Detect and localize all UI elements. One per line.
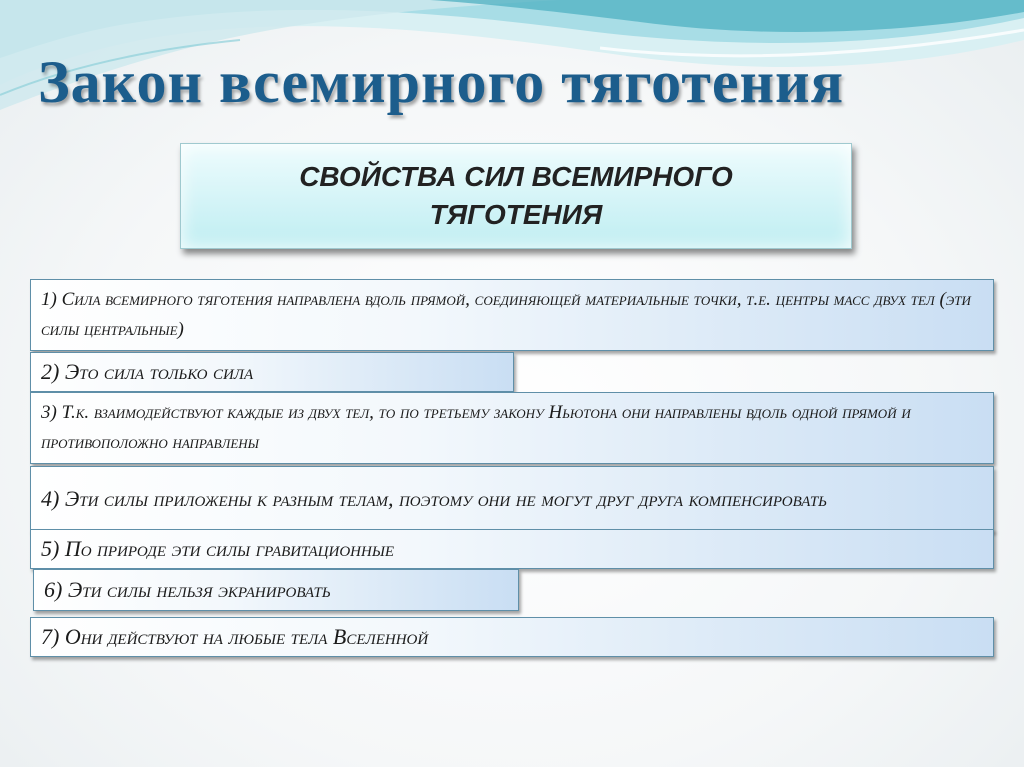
property-item-7 <box>30 617 994 657</box>
property-item-5 <box>30 529 994 569</box>
property-item-text: 2) Это сила только сила <box>41 359 254 384</box>
property-item-text: 7) Они действуют на любые тела Вселенной <box>41 624 429 649</box>
property-item-2 <box>30 352 514 392</box>
page-title: Закон всемирного тяготения <box>38 49 845 115</box>
property-item-text: 5) По природе эти силы гравитационные <box>41 536 395 561</box>
property-item-text: 3) Т.к. взаимодействуют каждые из двух тел, то по третьему закону Ньютона они направлены вдоль одной прямой и противоположно направлены <box>41 402 911 453</box>
property-item-1 <box>30 279 994 351</box>
properties-header-text: СВОЙСТВА СИЛ ВСЕМИРНОГО ТЯГОТЕНИЯ <box>299 161 733 230</box>
property-item-6 <box>33 569 519 611</box>
property-item-3 <box>30 392 994 464</box>
property-item-text: 1) Сила всемирного тяготения направлена вдоль прямой, соединяющей материальные точки, т.е. центры масс двух тел (эти силы центральные) <box>41 289 971 340</box>
property-item-text: 4) Эти силы приложены к разным телам, поэтому они не могут друг друга компенсировать <box>41 486 828 511</box>
property-item-text: 6) Эти силы нельзя экранировать <box>44 577 331 602</box>
property-item-4 <box>30 466 994 532</box>
properties-header <box>180 143 852 249</box>
